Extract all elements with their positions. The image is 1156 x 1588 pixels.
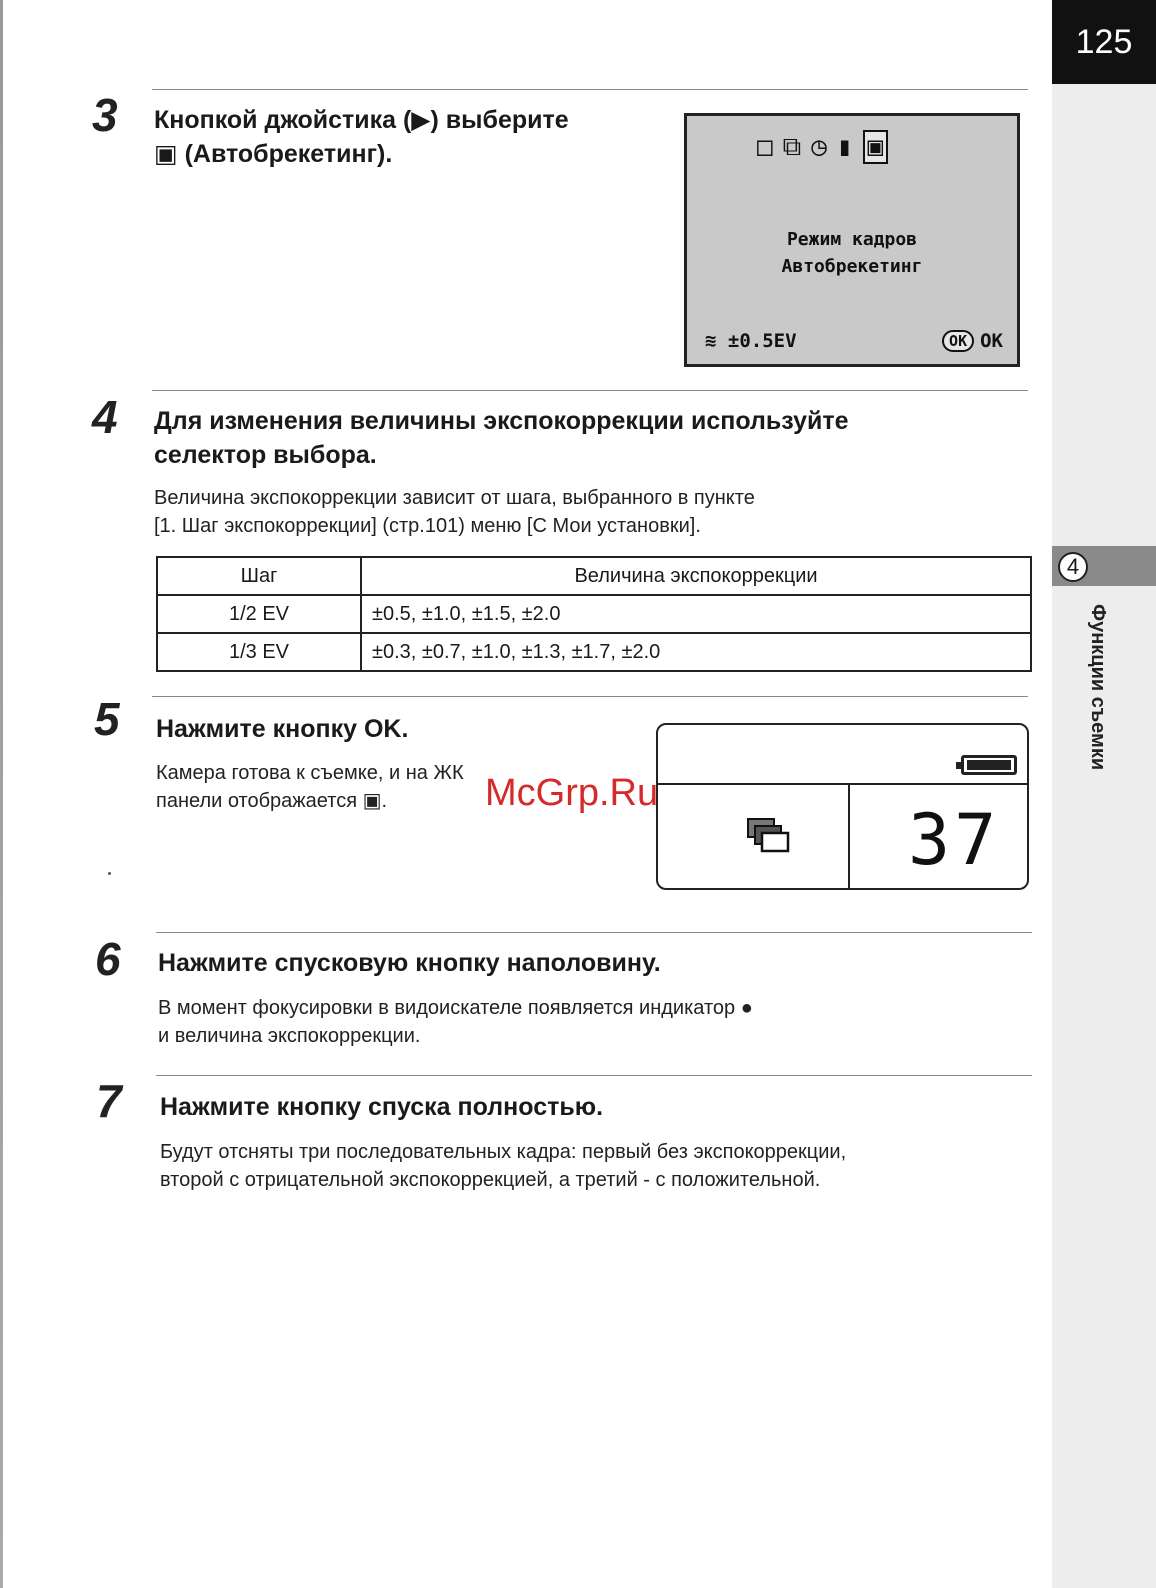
step-divider	[152, 696, 1028, 697]
step-6-title: Нажмите спусковую кнопку наполовину.	[158, 949, 661, 977]
table-header: Шаг	[157, 557, 361, 595]
step-4-title-line: селектор выбора.	[154, 441, 377, 469]
step-divider	[156, 1075, 1032, 1076]
drive-mode-icons	[757, 130, 888, 164]
table-cell: ±0.5, ±1.0, ±1.5, ±2.0	[361, 595, 1031, 633]
step-4-title	[154, 404, 849, 472]
table-cell: 1/2 EV	[157, 595, 361, 633]
step-3-title-line: Кнопкой джойстика (▶) выберите	[154, 106, 569, 134]
self-timer-icon: ◷	[811, 132, 827, 162]
single-frame-icon: □	[757, 132, 773, 162]
step-4-body-line: Величина экспокоррекции зависит от шага, выбранного в пункте	[154, 487, 755, 509]
step-5-body	[156, 759, 464, 815]
page-number: 125	[1052, 0, 1156, 84]
ev-step	[705, 330, 797, 352]
step-number: 3	[92, 89, 118, 141]
step-4-body-line: [1. Шаг экспокоррекции] (стр.101) меню [C Мои установки].	[154, 515, 701, 537]
chapter-number: 4	[1058, 552, 1088, 582]
step-7-body-line: Будут отсняты три последовательных кадра: первый без экспокоррекции,	[160, 1141, 847, 1163]
step-3-title	[154, 103, 569, 171]
step-number: 4	[92, 391, 118, 443]
table-header: Величина экспокоррекции	[361, 557, 1031, 595]
step-divider	[156, 932, 1032, 933]
sidebar-strip	[1052, 0, 1156, 1588]
watermark: McGrp.Ru	[485, 772, 659, 814]
step-number: 7	[96, 1075, 122, 1127]
battery-icon	[961, 755, 1017, 775]
table-cell: ±0.3, ±0.7, ±1.0, ±1.3, ±1.7, ±2.0	[361, 633, 1031, 671]
panel-divider	[658, 783, 1027, 785]
ev-step-label: ±0.5EV	[727, 330, 797, 352]
step-7-body-line: второй с отрицательной экспокоррекцией, а третий - с положительной.	[160, 1169, 821, 1191]
ok-hint	[942, 330, 1003, 352]
auto-bracket-icon	[746, 817, 790, 853]
camera-mode-text	[687, 226, 1017, 280]
step-6-body	[158, 994, 753, 1050]
step-7-title: Нажмите кнопку спуска полностью.	[160, 1093, 604, 1121]
step-divider	[152, 390, 1028, 391]
ok-button-icon: OK	[942, 330, 974, 352]
scan-speck	[108, 872, 111, 875]
step-3-title-line: ▣ (Автобрекетинг).	[154, 140, 393, 168]
chapter-title: Функции съемки	[1087, 604, 1109, 771]
continuous-hi-icon: ⧉	[782, 131, 802, 162]
page-edge-shadow	[0, 0, 3, 1588]
panel-divider	[848, 783, 850, 888]
step-4-body	[154, 484, 755, 540]
remote-icon: ▮	[836, 132, 853, 162]
step-number: 5	[94, 693, 120, 745]
frame-count: 37	[908, 799, 1001, 881]
table-row	[157, 633, 1031, 671]
dial-icon: ≋	[705, 330, 717, 352]
step-number: 6	[95, 933, 121, 985]
step-6-body-line: и величина экспокоррекции.	[158, 1025, 421, 1047]
table-row	[157, 595, 1031, 633]
table-cell: 1/3 EV	[157, 633, 361, 671]
mode-line-1: Режим кадров	[786, 229, 918, 250]
step-7-body	[160, 1138, 846, 1194]
table-header-row	[157, 557, 1031, 595]
camera-screen	[684, 113, 1020, 367]
mode-line-2: Автобрекетинг	[781, 256, 923, 277]
ev-table	[156, 556, 1032, 672]
step-6-body-line: В момент фокусировки в видоискателе появляется индикатор ●	[158, 997, 753, 1019]
step-5-body-line: панели отображается ▣.	[156, 790, 388, 812]
step-4-title-line: Для изменения величины экспокоррекции используйте	[154, 407, 849, 435]
top-lcd-panel	[656, 723, 1029, 890]
ok-label: OK	[980, 330, 1003, 352]
step-5-body-line: Камера готова к съемке, и на ЖК	[156, 762, 464, 784]
step-divider	[152, 89, 1028, 90]
step-5-title: Нажмите кнопку OK.	[156, 715, 409, 743]
auto-bracket-icon: ▣	[863, 130, 889, 164]
